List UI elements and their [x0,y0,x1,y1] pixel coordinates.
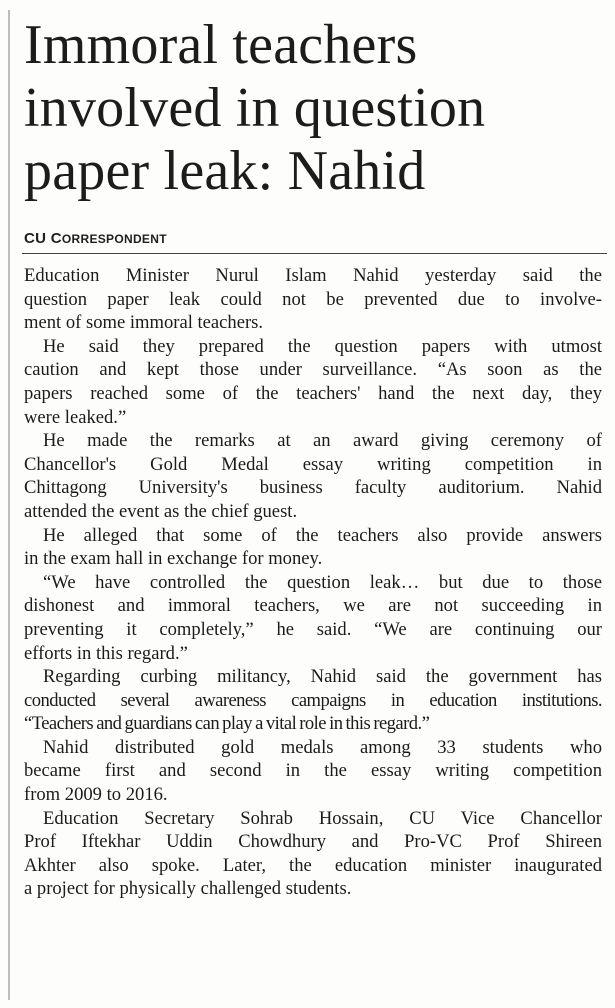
body-line: Prof Iftekhar Uddin Chowdhury and Pro-VC Prof Shireen [24,831,602,853]
body-line: caution and kept those under surveillance. “As soon as the [24,359,602,381]
body-line: Akhter also spoke. Later, the education minister inaugurated [24,854,602,876]
body-line: He made the remarks at an award giving ceremony of [43,430,602,452]
body-line: ment of some immoral teachers. [24,312,264,334]
headline [24,14,609,203]
body-line: Chittagong University's business faculty auditorium. Nahid [24,477,602,499]
body-line: were leaked.” [24,406,127,428]
headline-line: paper leak: Nahid [24,140,426,202]
body-line: from 2009 to 2016. [24,784,168,806]
body-line: He said they prepared the question papers with utmost [43,335,602,357]
headline-line: involved in question [24,77,486,139]
body-line: dishonest and immoral teachers, we are not succeeding in [24,595,602,617]
headline-line: Immoral teachers [24,14,418,76]
body-line: in the exam hall in exchange for money. [24,548,323,570]
body-line: a project for physically challenged students. [24,878,352,900]
body-line: “We have controlled the question leak… but due to those [43,571,602,593]
body-line: Education Secretary Sohrab Hossain, CU Vice Chancellor [43,807,602,829]
body-line: preventing it completely,” he said. “We are continuing our [24,618,602,640]
body-line: efforts in this regard.” [24,642,188,664]
body-line: attended the event as the chief guest. [24,500,298,522]
byline-small-caps: ORRESPONDENT [61,232,167,246]
body-line: Education Minister Nurul Islam Nahid yesterday said the [24,265,602,286]
body-line: Chancellor's Gold Medal essay writing competition in [24,453,602,475]
byline-divider [22,253,607,254]
column-rule [8,10,10,1000]
body-line: Nahid distributed gold medals among 33 students who [43,736,602,758]
body-line: “Teachers and guardians can play a vital role in this regard.” [24,713,430,735]
body-line: papers reached some of the teachers' hand the next day, they [24,382,602,404]
body-line: He alleged that some of the teachers also provide answers [43,524,602,546]
article-body [24,264,602,901]
byline-caps: CU C [24,230,62,247]
body-line: question paper leak could not be prevented due to involve- [24,288,602,310]
byline [24,230,167,247]
body-line: Regarding curbing militancy, Nahid said the government has [43,666,602,688]
body-line: conducted several awareness campaigns in education institutions. [24,689,602,711]
body-line: became first and second in the essay writing competition [24,760,602,782]
